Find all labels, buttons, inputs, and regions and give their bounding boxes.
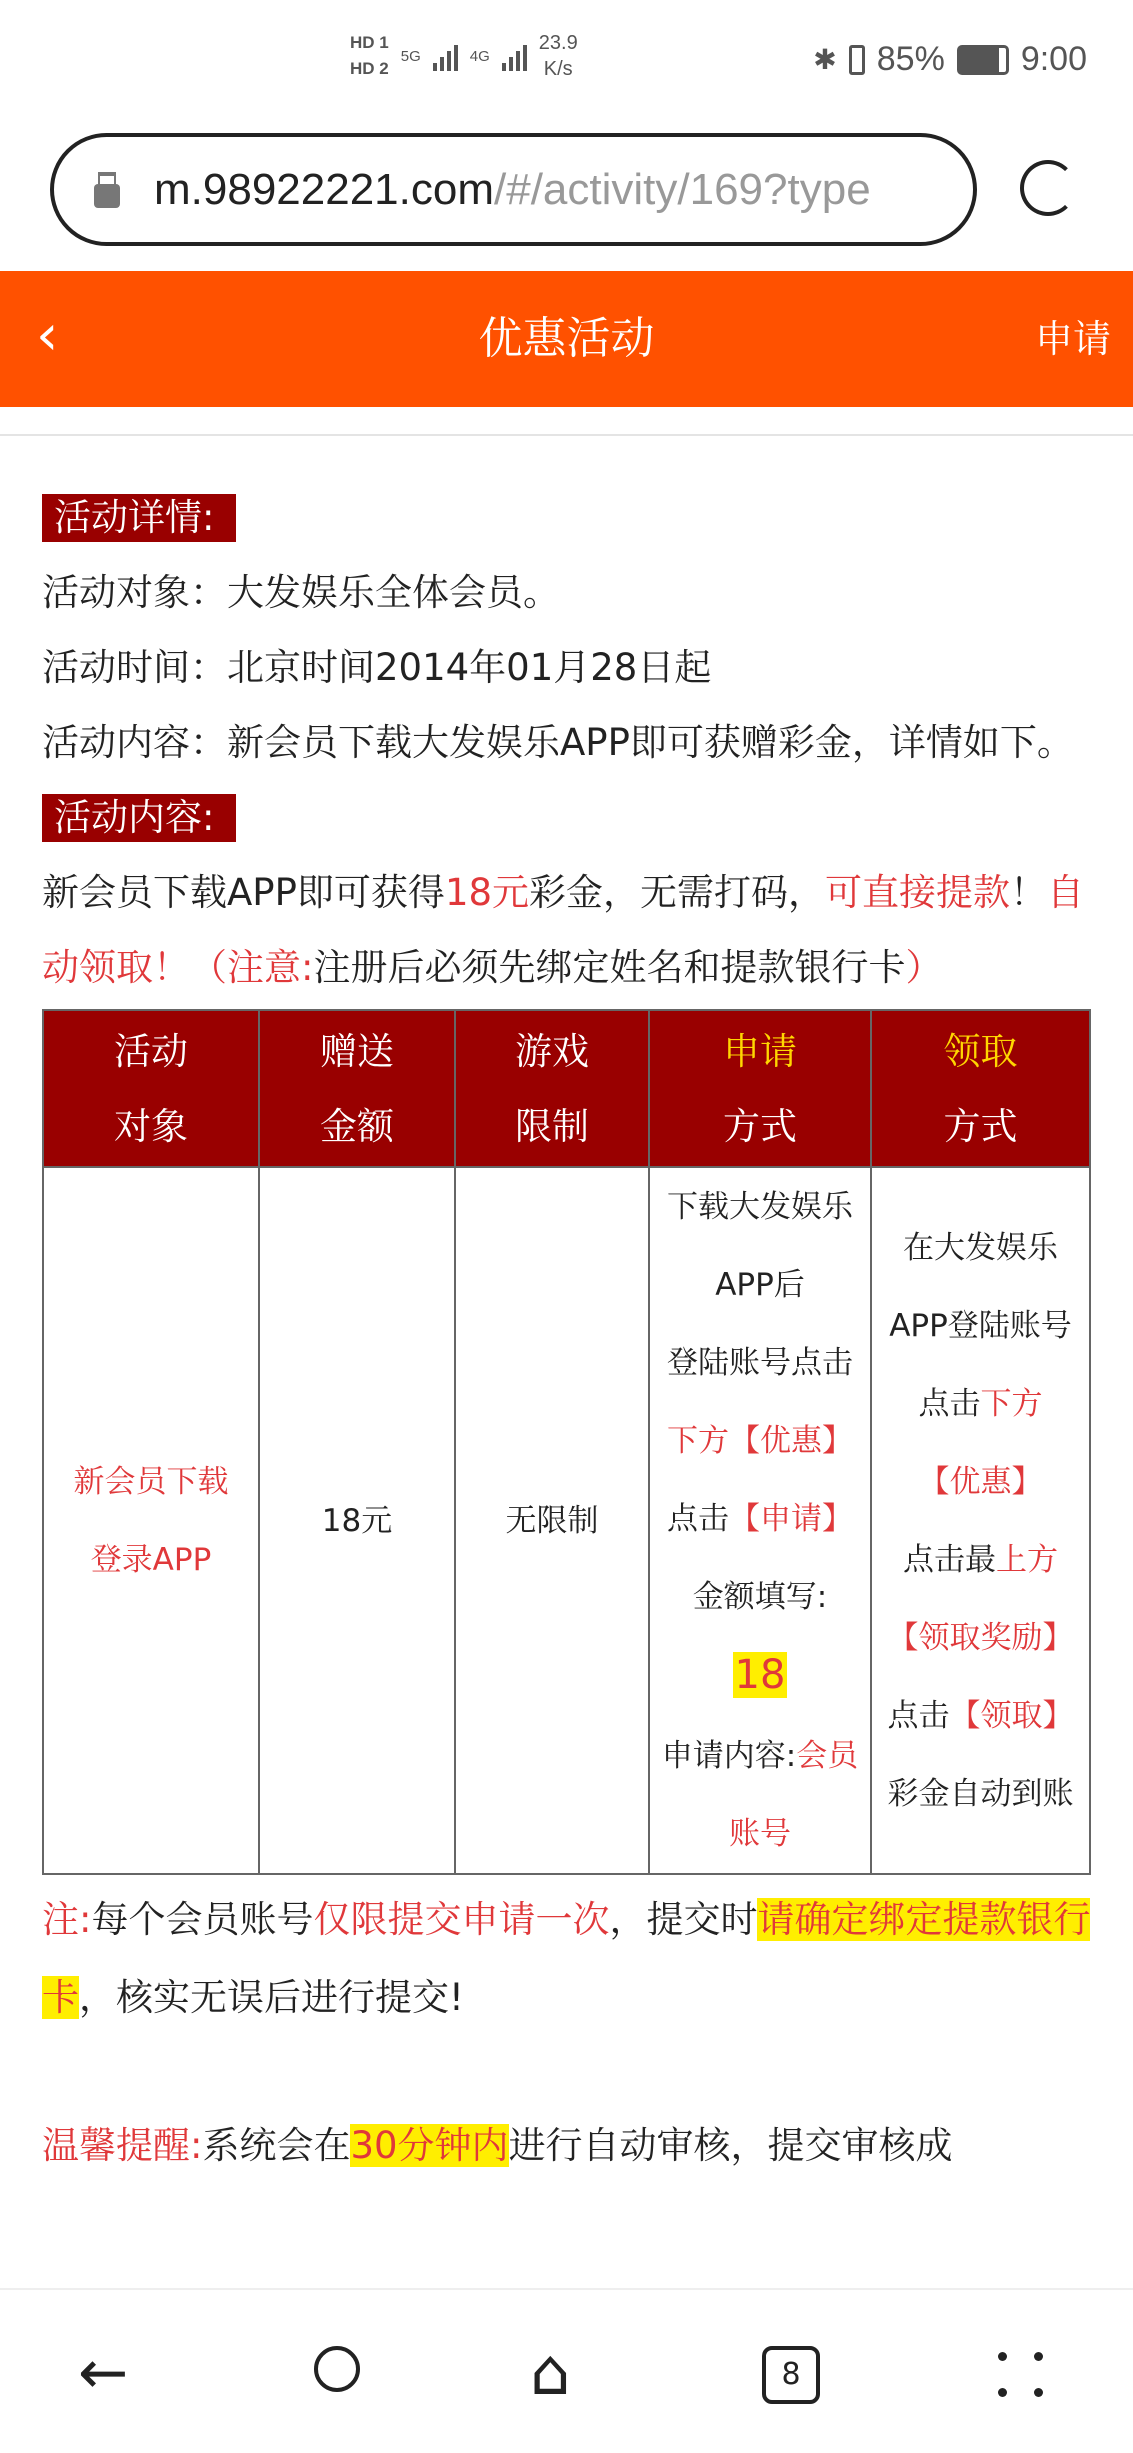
vibrate-icon [849, 45, 865, 75]
activity-table [42, 1009, 1091, 1875]
url-host: m.98922221.com [154, 164, 494, 214]
text: 自动领取！ [42, 871, 1085, 989]
battery-percent: 85% [876, 40, 945, 78]
address-bar[interactable] [50, 133, 977, 246]
back-arrow-icon[interactable]: ← [78, 2338, 129, 2408]
url-path: /#/activity/169?type [494, 164, 871, 214]
cell-limit: 无限制 [455, 1167, 649, 1874]
text: 可直接提款 [825, 871, 1011, 914]
status-left-group [350, 30, 578, 82]
menu-icon[interactable] [990, 2340, 1060, 2410]
status-bar [0, 0, 1133, 110]
table-row [43, 1167, 1090, 1874]
clock: 9:00 [1020, 40, 1087, 78]
net-speed: 23.9 [538, 32, 578, 54]
cell-apply-method: 下载大发娱乐 APP后 登陆账号点击 下方【优惠】 点击【申请】 金额填写: 18 申请内容:会员账号 [649, 1167, 871, 1874]
activity-content [42, 480, 1092, 2185]
tabs-button[interactable]: 8 [762, 2346, 820, 2404]
reload-icon[interactable] [1020, 160, 1076, 216]
text: 新会员下载APP即可获得 [42, 871, 445, 914]
bonus-amount: 18元 [444, 871, 530, 914]
details-tag: 活动详情: [42, 494, 236, 542]
content-tag: 活动内容: [42, 794, 236, 842]
back-button[interactable]: ‹ [36, 303, 59, 368]
signal-icon [433, 41, 458, 71]
bluetooth-icon: ✱ [813, 44, 837, 75]
hd1-indicator: HD 1 [350, 33, 389, 52]
net-speed-group [539, 30, 578, 82]
page-title: 优惠活动 [478, 313, 655, 364]
page-header [0, 271, 1133, 407]
col-header: 申请 方式 [649, 1010, 871, 1167]
table-header-row [43, 1010, 1090, 1167]
cell-receive-method: 在大发娱乐 APP登陆账号 点击下方 【优惠】 点击最上方 【领取奖励】 点击【领取】 彩金自动到账 [871, 1167, 1090, 1874]
lock-icon [94, 184, 120, 208]
apply-button[interactable]: 申请 [1034, 317, 1111, 361]
text: （注意: [190, 946, 314, 989]
bonus-paragraph [42, 855, 1092, 1005]
activity-time: 活动时间：北京时间2014年01月28日起 [42, 646, 712, 689]
network-5g: 5G [400, 47, 421, 65]
activity-content-text: 活动内容：新会员下载大发娱乐APP即可获赠彩金，详情如下。 [42, 721, 1074, 764]
text: 注册后必须先绑定姓名和提款银行卡 [313, 946, 906, 989]
divider [0, 434, 1133, 436]
col-header: 活动 对象 [43, 1010, 259, 1167]
activity-target: 活动对象：大发娱乐全体会员。 [42, 571, 560, 614]
browser-nav-bar [0, 2288, 1133, 2453]
hd-indicators [350, 30, 389, 82]
submission-note: 注:每个会员账号仅限提交申请一次，提交时请确定绑定提款银行卡，核实无误后进行提交! [42, 1898, 1091, 2019]
text: 彩金，无需打码， [529, 871, 826, 914]
home-icon[interactable]: ⌂ [530, 2336, 571, 2410]
net-speed-unit: K/s [543, 58, 573, 80]
status-right-group [813, 40, 1087, 79]
text: ） [905, 946, 943, 989]
col-header: 赠送 金额 [259, 1010, 455, 1167]
reminder-note: 温馨提醒:系统会在30分钟内进行自动审核，提交审核成 [42, 2124, 953, 2167]
network-4g: 4G [469, 47, 490, 65]
cell-amount: 18元 [259, 1167, 455, 1874]
battery-icon [957, 45, 1009, 75]
col-header: 游戏 限制 [455, 1010, 649, 1167]
search-icon[interactable] [308, 2340, 378, 2410]
hd2-indicator: HD 2 [350, 59, 389, 78]
text: ！ [1010, 871, 1048, 914]
cell-target: 新会员下载 登录APP [43, 1167, 259, 1874]
signal-icon [502, 41, 527, 71]
col-header: 领取 方式 [871, 1010, 1090, 1167]
